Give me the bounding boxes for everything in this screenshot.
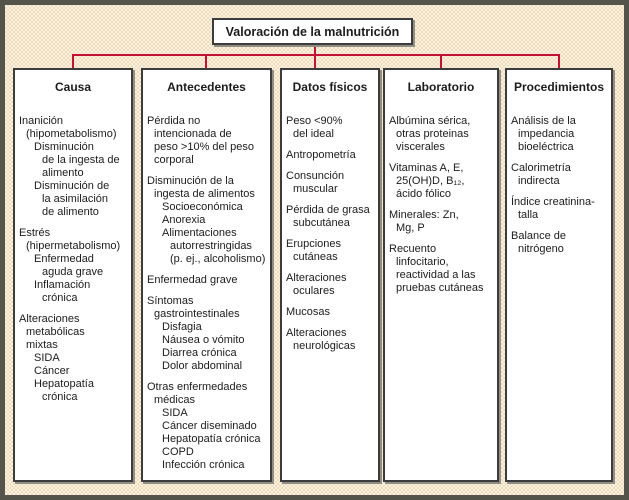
item-group — [286, 115, 376, 141]
item-line: impedancia — [518, 128, 575, 140]
item-group — [511, 196, 609, 222]
item-group — [19, 227, 129, 305]
column-header: Laboratorio — [407, 80, 475, 94]
item-line: Peso <90% — [286, 115, 343, 127]
item-line: Calorimetría — [511, 162, 571, 174]
item-line: Pérdida de grasa — [286, 204, 370, 216]
item-line: Consunción — [286, 170, 345, 182]
item-line: Índice creatinina- — [511, 196, 595, 208]
item-line: Erupciones — [286, 238, 342, 250]
item-line: Vitaminas A, E, — [389, 162, 464, 174]
column-body — [143, 115, 270, 472]
item-line: Mucosas — [286, 306, 331, 318]
item-line: SIDA — [162, 407, 188, 419]
item-line: (p. ej., alcoholismo) — [170, 253, 266, 265]
item-group — [147, 381, 268, 472]
column-laboratorio — [383, 68, 499, 482]
item-group — [511, 115, 609, 154]
column-body — [15, 115, 131, 404]
item-group — [147, 115, 268, 167]
item-line: aguda grave — [42, 266, 104, 278]
item-line: Minerales: Zn, — [389, 209, 459, 221]
item-group — [286, 306, 376, 319]
item-line: gastrointestinales — [154, 308, 240, 320]
item-group — [389, 115, 495, 154]
item-line: Albúmina sérica, — [389, 115, 471, 127]
column-header: Causa — [54, 80, 92, 94]
column-body — [282, 115, 378, 353]
item-line: (hipermetabolismo) — [26, 240, 121, 252]
item-line: Alimentaciones — [162, 227, 237, 239]
item-line: Hepatopatía crónica — [162, 433, 261, 445]
item-line: Recuento — [389, 243, 437, 255]
item-line: muscular — [293, 183, 338, 195]
column-causa — [13, 68, 133, 482]
item-line: indirecta — [518, 175, 560, 187]
item-line: autorrestringidas — [170, 240, 252, 252]
item-line: Cáncer diseminado — [162, 420, 257, 432]
item-line: pruebas cutáneas — [396, 282, 484, 294]
item-line: Disminución — [34, 141, 94, 153]
item-line: Balance de — [511, 230, 567, 242]
item-group — [147, 274, 268, 287]
column-header: Procedimientos — [513, 80, 605, 94]
item-line: Inflamación — [34, 279, 91, 291]
column-body — [507, 115, 611, 256]
item-line: mixtas — [26, 339, 58, 351]
connector-title-stem — [314, 44, 316, 54]
item-line: Estrés — [19, 227, 51, 239]
item-line: Náusea o vómito — [162, 334, 245, 346]
item-group — [286, 272, 376, 298]
item-line: corporal — [154, 154, 194, 166]
item-group — [389, 162, 495, 201]
item-line: Alteraciones — [19, 313, 80, 325]
item-line: otras proteinas — [396, 128, 469, 140]
item-line: linfocitario, — [396, 256, 449, 268]
item-line: reactividad a las — [396, 269, 476, 281]
item-group — [286, 204, 376, 230]
connector-drop-procedimientos — [558, 54, 560, 69]
connector-drop-datos-fisicos — [314, 54, 316, 69]
item-line: Disminución de — [34, 180, 110, 192]
item-line: Cáncer — [34, 365, 70, 377]
item-line: Otras enfermedades — [147, 381, 248, 393]
column-procedimientos — [505, 68, 613, 482]
item-line: nitrógeno — [518, 243, 564, 255]
connector-drop-antecedentes — [205, 54, 207, 69]
item-line: Análisis de la — [511, 115, 576, 127]
item-group — [511, 162, 609, 188]
connector-drop-causa — [72, 54, 74, 69]
item-group — [286, 170, 376, 196]
item-line: de alimento — [42, 206, 99, 218]
item-line: neurológicas — [293, 340, 356, 352]
item-line: Pérdida no — [147, 115, 201, 127]
column-body — [385, 115, 497, 295]
item-group — [19, 313, 129, 404]
item-line: de la ingesta de — [42, 154, 120, 166]
item-line: metabólicas — [26, 326, 85, 338]
item-line: Dolor abdominal — [162, 360, 243, 372]
item-line: del ideal — [293, 128, 334, 140]
item-line: talla — [518, 209, 539, 221]
item-group — [147, 295, 268, 373]
column-header: Antecedentes — [167, 80, 246, 94]
item-line: 25(OH)D, B₁₂, — [396, 175, 465, 187]
item-group — [511, 230, 609, 256]
item-group — [147, 175, 268, 266]
item-group — [286, 327, 376, 353]
item-line: COPD — [162, 446, 194, 458]
item-line: ácido fólico — [396, 188, 452, 200]
item-group — [286, 238, 376, 264]
item-line: SIDA — [34, 352, 60, 364]
item-line: médicas — [154, 394, 195, 406]
item-line: Hepatopatía — [34, 378, 94, 390]
item-line: Alteraciones — [286, 272, 347, 284]
item-group — [389, 243, 495, 295]
item-line: Inanición — [19, 115, 64, 127]
item-line: cutáneas — [293, 251, 338, 263]
item-line: Enfermedad grave — [147, 274, 238, 286]
item-line: (hipometabolismo) — [26, 128, 117, 140]
item-line: viscerales — [396, 141, 445, 153]
item-line: oculares — [293, 285, 335, 297]
item-line: subcutánea — [293, 217, 350, 229]
item-line: peso >10% del peso — [154, 141, 254, 153]
item-group — [389, 209, 495, 235]
column-antecedentes — [141, 68, 272, 482]
item-line: Disfagia — [162, 321, 202, 333]
item-line: ingesta de alimentos — [154, 188, 255, 200]
diagram-title: Valoración de la malnutrición — [225, 24, 400, 39]
item-line: Infección crónica — [162, 459, 245, 471]
item-line: Alteraciones — [286, 327, 347, 339]
item-line: Diarrea crónica — [162, 347, 237, 359]
item-line: crónica — [42, 391, 78, 403]
item-line: Mg, P — [396, 222, 425, 234]
item-line: Síntomas — [147, 295, 194, 307]
title-box — [212, 18, 413, 45]
item-line: Anorexia — [162, 214, 206, 226]
item-line: Enfermedad — [34, 253, 94, 265]
column-datos-fisicos — [280, 68, 380, 482]
connector-drop-laboratorio — [440, 54, 442, 69]
item-group — [286, 149, 376, 162]
item-line: crónica — [42, 292, 78, 304]
item-line: Disminución de la — [147, 175, 234, 187]
connector-horizontal-line — [72, 54, 560, 56]
item-line: Socioeconómica — [162, 201, 243, 213]
column-header: Datos físicos — [292, 80, 368, 94]
item-group — [19, 115, 129, 219]
item-line: Antropometría — [286, 149, 356, 161]
item-line: bioeléctrica — [518, 141, 574, 153]
item-line: la asimilación — [42, 193, 109, 205]
item-line: intencionada de — [154, 128, 232, 140]
item-line: alimento — [42, 167, 84, 179]
